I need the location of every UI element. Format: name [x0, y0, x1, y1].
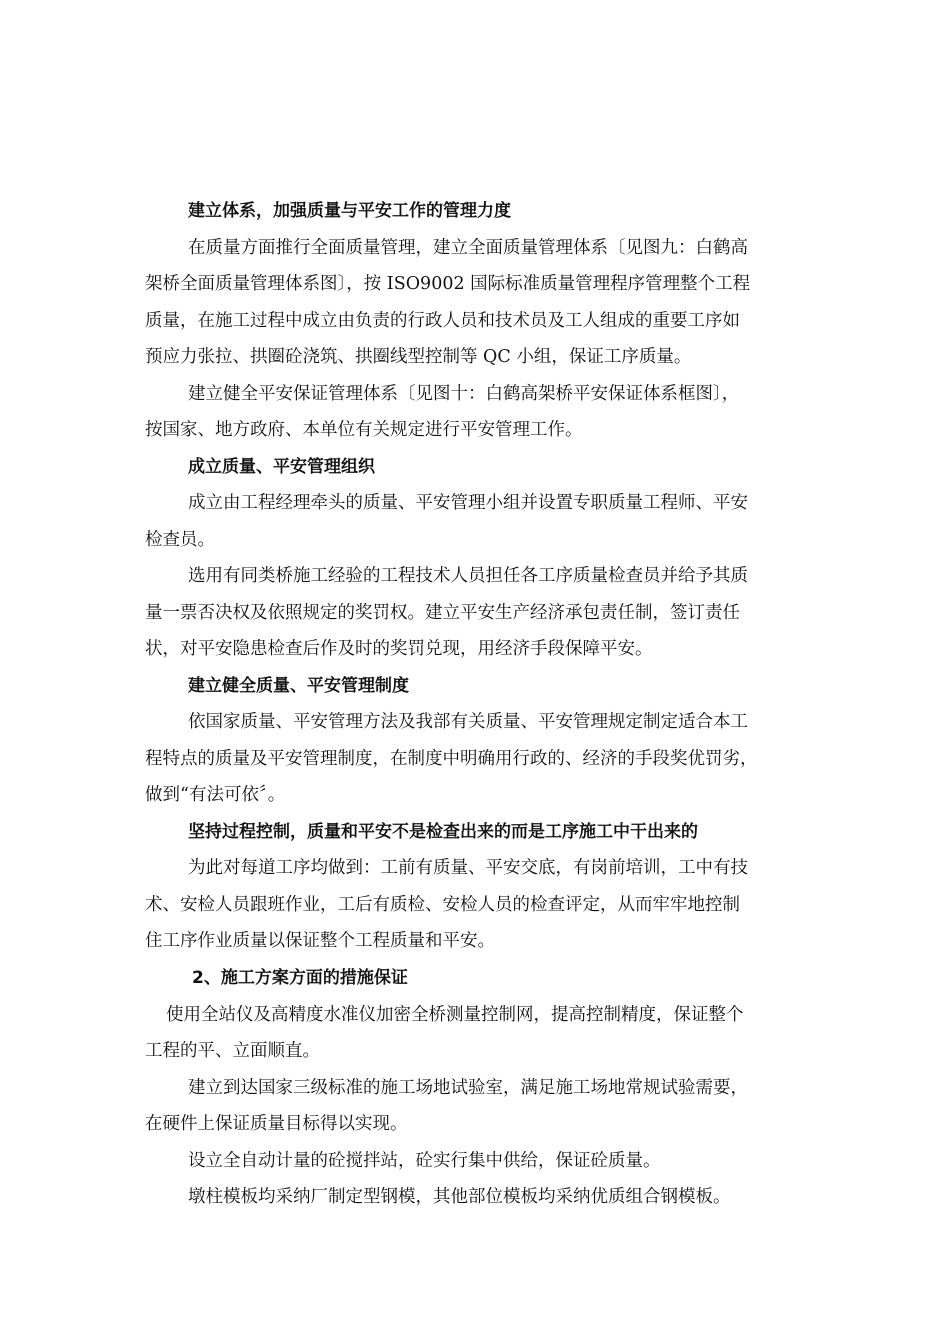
paragraph-line: 预应力张拉、拱圈砼浇筑、拱圈线型控制等 QC 小组，保证工序质量。 — [145, 347, 692, 367]
paragraph-line: 术、安检人员跟班作业，工后有质检、安检人员的检查评定，从而牢牢地控制 — [145, 895, 740, 915]
paragraph-line: 量一票否决权及依照规定的奖罚权。建立平安生产经济承包责任制，签订责任 — [145, 603, 740, 623]
paragraph-line: 建立到达国家三级标准的施工场地试验室，满足施工场地常规试验需要， — [188, 1078, 748, 1098]
paragraph-line: 建立健全平安保证管理体系〔见图十：白鹤高架桥平安保证体系框图〕， — [188, 384, 740, 404]
section-heading-system: 建立体系，加强质量与平安工作的管理力度 — [188, 201, 511, 221]
paragraph-line: 状，对平安隐患检查后作及时的奖罚兑现，用经济手段保障平安。 — [145, 639, 653, 659]
paragraph-line: 检查员。 — [145, 530, 215, 550]
paragraph-line: 住工序作业质量以保证整个工程质量和平安。 — [145, 931, 495, 951]
paragraph-line: 使用全站仪及高精度水准仪加密全桥测量控制网，提高控制精度，保证整个 — [166, 1005, 744, 1025]
section-heading-construction-plan: 2、施工方案方面的措施保证 — [192, 968, 408, 988]
paragraph-line: 按国家、地方政府、本单位有关规定进行平安管理工作。 — [145, 420, 583, 440]
paragraph-line: 设立全自动计量的砼搅拌站，砼实行集中供给，保证砼质量。 — [188, 1151, 661, 1171]
paragraph-line: 程特点的质量及平安管理制度，在制度中明确用行政的、经济的手段奖优罚劣， — [145, 749, 758, 769]
paragraph-line: 成立由工程经理牵头的质量、平安管理小组并设置专职质量工程师、平安 — [188, 493, 748, 513]
paragraph-line: 质量，在施工过程中成立由负责的行政人员和技术员及工人组成的重要工序如 — [145, 311, 740, 331]
section-heading-regulations: 建立健全质量、平安管理制度 — [188, 676, 409, 696]
paragraph-line: 在质量方面推行全面质量管理，建立全面质量管理体系〔见图九：白鹤高 — [188, 238, 748, 258]
paragraph-line: 依国家质量、平安管理方法及我部有关质量、平安管理规定制定适合本工 — [188, 712, 748, 732]
paragraph-line: 工程的平、立面顺直。 — [145, 1041, 320, 1061]
paragraph-line: 架桥全面质量管理体系图〕，按 ISO9002 国际标准质量管理程序管理整个工程 — [145, 274, 751, 294]
paragraph-line: 墩柱模板均采纳厂制定型钢模，其他部位模板均采纳优质组合钢模板。 — [188, 1187, 731, 1207]
section-heading-process-control: 坚持过程控制，质量和平安不是检查出来的而是工序施工中干出来的 — [188, 822, 698, 842]
section-heading-organization: 成立质量、平安管理组织 — [188, 457, 375, 477]
paragraph-line: 在硬件上保证质量目标得以实现。 — [145, 1114, 408, 1134]
paragraph-line: 为此对每道工序均做到：工前有质量、平安交底，有岗前培训，工中有技 — [188, 858, 748, 878]
paragraph-line: 做到“有法可依〞。 — [145, 785, 286, 805]
paragraph-line: 选用有同类桥施工经验的工程技术人员担任各工序质量检查员并给予其质 — [188, 566, 748, 586]
